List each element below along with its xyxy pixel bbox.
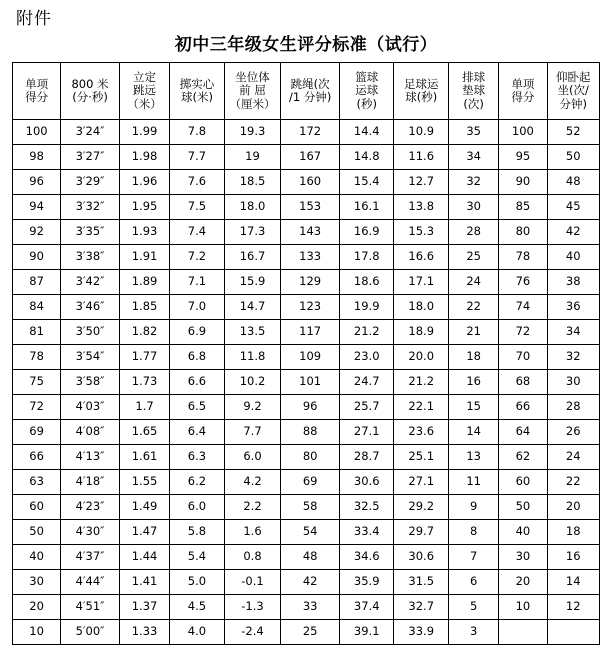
- table-cell: 22: [547, 470, 600, 495]
- table-body: [13, 120, 600, 645]
- table-cell: 167: [281, 145, 340, 170]
- table-cell: 34: [448, 145, 498, 170]
- table-cell: 172: [281, 120, 340, 145]
- table-cell: 14.8: [339, 145, 394, 170]
- table-cell: 48: [547, 170, 600, 195]
- table-cell: 69: [13, 420, 61, 445]
- table-cell: 14: [547, 570, 600, 595]
- table-cell: 7.8: [170, 120, 225, 145]
- table-cell: 0.8: [224, 545, 281, 570]
- table-cell: 1.65: [119, 420, 169, 445]
- table-cell: 3′46″: [61, 295, 120, 320]
- table-cell: 29.7: [394, 520, 449, 545]
- table-cell: 6: [448, 570, 498, 595]
- table-row: [13, 145, 600, 170]
- table-cell: 68: [499, 370, 547, 395]
- column-header-score: [13, 63, 61, 120]
- table-cell: 1.49: [119, 495, 169, 520]
- table-cell: 1.61: [119, 445, 169, 470]
- table-cell: 1.55: [119, 470, 169, 495]
- table-cell: 7.1: [170, 270, 225, 295]
- table-row: [13, 270, 600, 295]
- table-cell: 32.7: [394, 595, 449, 620]
- table-cell: 36: [547, 295, 600, 320]
- column-header-line2: 得分: [511, 90, 535, 104]
- table-cell: 10.9: [394, 120, 449, 145]
- column-header-line2: 跳远: [133, 83, 157, 98]
- column-header-standing-long-jump: [119, 63, 169, 120]
- table-cell: 76: [499, 270, 547, 295]
- table-cell: 54: [281, 520, 340, 545]
- table-cell: 4.5: [170, 595, 225, 620]
- table-cell: 133: [281, 245, 340, 270]
- table-cell: 45: [547, 195, 600, 220]
- table-cell: 23.6: [394, 420, 449, 445]
- table-cell: 87: [13, 270, 61, 295]
- table-cell: 1.96: [119, 170, 169, 195]
- table-cell: 16.9: [339, 220, 394, 245]
- table-cell: 6.0: [224, 445, 281, 470]
- table-cell: 13.8: [394, 195, 449, 220]
- table-cell: 20: [13, 595, 61, 620]
- column-header-line3: （厘米）: [229, 96, 276, 111]
- table-cell: 18.0: [224, 195, 281, 220]
- table-cell: 11.6: [394, 145, 449, 170]
- table-cell: 24.7: [339, 370, 394, 395]
- table-row: [13, 420, 600, 445]
- table-cell: 26: [547, 420, 600, 445]
- column-header-line1: 仰卧起: [556, 70, 591, 85]
- table-row: [13, 220, 600, 245]
- table-cell: 72: [13, 395, 61, 420]
- table-cell: 4′30″: [61, 520, 120, 545]
- table-cell: 19.3: [224, 120, 281, 145]
- table-cell: 4.0: [170, 620, 225, 645]
- table-cell: 16: [547, 545, 600, 570]
- table-cell: 13: [448, 445, 498, 470]
- table-cell: 3′35″: [61, 220, 120, 245]
- table-cell: 100: [13, 120, 61, 145]
- table-cell: 20.0: [394, 345, 449, 370]
- table-cell: 3′42″: [61, 270, 120, 295]
- table-cell: 60: [13, 495, 61, 520]
- table-cell: 160: [281, 170, 340, 195]
- table-cell: 66: [13, 445, 61, 470]
- table-cell: 7: [448, 545, 498, 570]
- table-cell: 40: [499, 520, 547, 545]
- table-cell: 4′44″: [61, 570, 120, 595]
- column-header-line2: /1 分钟): [288, 90, 332, 104]
- table-cell: 5.4: [170, 545, 225, 570]
- column-header-line1: 800 米: [71, 76, 109, 91]
- table-row: [13, 245, 600, 270]
- column-header-line1: 掷实心: [179, 76, 215, 91]
- table-cell: 6.4: [170, 420, 225, 445]
- column-header-line2: (分·秒): [72, 90, 108, 104]
- table-row: [13, 120, 600, 145]
- table-cell: 1.93: [119, 220, 169, 245]
- table-cell: 17.3: [224, 220, 281, 245]
- column-header-line3: 分钟): [559, 96, 587, 111]
- table-cell: 80: [281, 445, 340, 470]
- table-cell: 1.99: [119, 120, 169, 145]
- table-cell: 30.6: [394, 545, 449, 570]
- column-header-sit-and-reach: [224, 63, 281, 120]
- table-row: [13, 445, 600, 470]
- table-cell: 30: [13, 570, 61, 595]
- column-header-line1: 跳绳(次: [290, 76, 330, 91]
- table-cell: 50: [547, 145, 600, 170]
- table-cell: 4′18″: [61, 470, 120, 495]
- table-cell: 50: [13, 520, 61, 545]
- table-cell: 22.1: [394, 395, 449, 420]
- table-cell: 40: [547, 245, 600, 270]
- table-cell: 6.0: [170, 495, 225, 520]
- table-cell: 38: [547, 270, 600, 295]
- table-cell: 1.73: [119, 370, 169, 395]
- table-cell: 25: [448, 245, 498, 270]
- table-cell: 16.6: [394, 245, 449, 270]
- table-cell: 29.2: [394, 495, 449, 520]
- table-cell: 48: [281, 545, 340, 570]
- column-header-line1: 排球: [462, 70, 486, 85]
- table-cell: 60: [499, 470, 547, 495]
- table-cell: 18.0: [394, 295, 449, 320]
- column-header-line2: 球(米): [180, 90, 213, 104]
- column-header-rope-skipping: [281, 63, 340, 120]
- table-cell: 7.2: [170, 245, 225, 270]
- table-row: [13, 195, 600, 220]
- column-header-volleyball-pass: [448, 63, 498, 120]
- table-cell: 3′27″: [61, 145, 120, 170]
- column-header-line2: 前 屈: [239, 83, 266, 98]
- table-cell: 3′29″: [61, 170, 120, 195]
- table-cell: 18.6: [339, 270, 394, 295]
- table-cell: 81: [13, 320, 61, 345]
- column-header-line1: 篮球: [355, 70, 379, 85]
- table-cell: 52: [547, 120, 600, 145]
- table-cell: 1.33: [119, 620, 169, 645]
- table-cell: 30: [499, 545, 547, 570]
- table-cell: 95: [499, 145, 547, 170]
- table-cell: 1.98: [119, 145, 169, 170]
- table-cell: 27.1: [339, 420, 394, 445]
- table-cell: 3′24″: [61, 120, 120, 145]
- table-cell: 34: [547, 320, 600, 345]
- table-row: [13, 595, 600, 620]
- table-cell: 30: [547, 370, 600, 395]
- table-cell: 50: [499, 495, 547, 520]
- table-cell: 25.7: [339, 395, 394, 420]
- table-cell: 3: [448, 620, 498, 645]
- table-cell: 11: [448, 470, 498, 495]
- column-header-sit-ups: [547, 63, 600, 120]
- table-cell: 10: [499, 595, 547, 620]
- table-cell: 75: [13, 370, 61, 395]
- table-cell: 24: [448, 270, 498, 295]
- table-cell: 18: [448, 345, 498, 370]
- table-cell: 17.8: [339, 245, 394, 270]
- table-cell: 100: [499, 120, 547, 145]
- column-header-line1: 足球运: [403, 76, 439, 91]
- column-header-score-2: [499, 63, 547, 120]
- table-cell: 32.5: [339, 495, 394, 520]
- table-cell: 58: [281, 495, 340, 520]
- table-cell: 4′13″: [61, 445, 120, 470]
- table-cell: 78: [13, 345, 61, 370]
- table-cell: 5.0: [170, 570, 225, 595]
- table-cell: 7.7: [170, 145, 225, 170]
- column-header-medicine-ball-throw: [170, 63, 225, 120]
- table-cell: -0.1: [224, 570, 281, 595]
- table-cell: 17.1: [394, 270, 449, 295]
- table-cell: 80: [499, 220, 547, 245]
- table-cell: 90: [499, 170, 547, 195]
- table-cell: 25: [281, 620, 340, 645]
- table-cell: 4′08″: [61, 420, 120, 445]
- table-cell: 1.47: [119, 520, 169, 545]
- table-cell: 35.9: [339, 570, 394, 595]
- table-cell: 129: [281, 270, 340, 295]
- table-cell: 85: [499, 195, 547, 220]
- column-header-line3: (次): [463, 96, 484, 111]
- table-cell: 21: [448, 320, 498, 345]
- table-cell: 4′37″: [61, 545, 120, 570]
- table-cell: 6.3: [170, 445, 225, 470]
- table-row: [13, 170, 600, 195]
- table-cell: 10.2: [224, 370, 281, 395]
- column-header-800m: [61, 63, 120, 120]
- table-row: [13, 545, 600, 570]
- table-cell: 28: [448, 220, 498, 245]
- table-cell: 7.6: [170, 170, 225, 195]
- table-cell: 32: [547, 345, 600, 370]
- table-cell: 1.6: [224, 520, 281, 545]
- table-cell: 6.2: [170, 470, 225, 495]
- table-row: [13, 620, 600, 645]
- table-cell: 1.37: [119, 595, 169, 620]
- table-cell: 19.9: [339, 295, 394, 320]
- table-cell: 70: [499, 345, 547, 370]
- table-cell: 10: [13, 620, 61, 645]
- table-cell: 39.1: [339, 620, 394, 645]
- table-cell: 16.7: [224, 245, 281, 270]
- table-cell: 84: [13, 295, 61, 320]
- column-header-line2: 球(秒): [405, 90, 438, 104]
- table-cell: 66: [499, 395, 547, 420]
- table-cell: 33.4: [339, 520, 394, 545]
- table-cell: 31.5: [394, 570, 449, 595]
- table-cell: 6.5: [170, 395, 225, 420]
- table-cell: 11.8: [224, 345, 281, 370]
- table-cell: 4′03″: [61, 395, 120, 420]
- table-cell: 12.7: [394, 170, 449, 195]
- table-cell: 16.1: [339, 195, 394, 220]
- table-row: [13, 370, 600, 395]
- table-cell: 6.6: [170, 370, 225, 395]
- table-cell: 37.4: [339, 595, 394, 620]
- table-row: [13, 470, 600, 495]
- table-cell: 32: [448, 170, 498, 195]
- table-cell: 69: [281, 470, 340, 495]
- table-cell: 92: [13, 220, 61, 245]
- table-cell: 94: [13, 195, 61, 220]
- table-cell: 88: [281, 420, 340, 445]
- table-cell: -1.3: [224, 595, 281, 620]
- attachment-label: 附件: [16, 9, 52, 29]
- table-cell: 1.7: [119, 395, 169, 420]
- column-header-line1: 单项: [511, 76, 535, 91]
- table-cell: 20: [547, 495, 600, 520]
- table-cell: 1.82: [119, 320, 169, 345]
- table-cell: 78: [499, 245, 547, 270]
- table-cell: 18: [547, 520, 600, 545]
- column-header-line3: (秒): [356, 96, 377, 111]
- table-cell: 109: [281, 345, 340, 370]
- table-cell: 35: [448, 120, 498, 145]
- table-cell: 14.4: [339, 120, 394, 145]
- table-cell: 8: [448, 520, 498, 545]
- table-cell: 14: [448, 420, 498, 445]
- table-cell: 1.41: [119, 570, 169, 595]
- table-cell: 1.95: [119, 195, 169, 220]
- table-cell: 3′38″: [61, 245, 120, 270]
- table-cell: 6.9: [170, 320, 225, 345]
- table-row: [13, 320, 600, 345]
- table-cell: 98: [13, 145, 61, 170]
- column-header-line1: 单项: [25, 76, 49, 91]
- column-header-line2: 运球: [355, 83, 379, 98]
- table-cell: 21.2: [394, 370, 449, 395]
- table-row: [13, 570, 600, 595]
- table-cell: 3′50″: [61, 320, 120, 345]
- table-cell: 30: [448, 195, 498, 220]
- column-header-basketball-dribble: [339, 63, 394, 120]
- table-cell: 21.2: [339, 320, 394, 345]
- table-cell: 42: [547, 220, 600, 245]
- table-cell: 12: [547, 595, 600, 620]
- table-cell: 33: [281, 595, 340, 620]
- table-cell: 28: [547, 395, 600, 420]
- table-cell: 7.7: [224, 420, 281, 445]
- table-cell: 6.8: [170, 345, 225, 370]
- table-cell: 4′23″: [61, 495, 120, 520]
- table-cell: 15.4: [339, 170, 394, 195]
- table-cell: 7.5: [170, 195, 225, 220]
- column-header-line2: 坐(次/: [557, 83, 589, 98]
- column-header-line3: （米）: [127, 96, 162, 111]
- table-cell: 9: [448, 495, 498, 520]
- table-cell: 1.89: [119, 270, 169, 295]
- table-cell: 42: [281, 570, 340, 595]
- table-cell: 15.3: [394, 220, 449, 245]
- table-cell: 5.8: [170, 520, 225, 545]
- table-cell: 101: [281, 370, 340, 395]
- table-cell: 15.9: [224, 270, 281, 295]
- table-cell: [547, 620, 600, 645]
- table-cell: 117: [281, 320, 340, 345]
- table-cell: 74: [499, 295, 547, 320]
- column-header-line2: 垫球: [462, 83, 486, 98]
- table-cell: -2.4: [224, 620, 281, 645]
- table-cell: 2.2: [224, 495, 281, 520]
- table-cell: 33.9: [394, 620, 449, 645]
- page-title: 初中三年级女生评分标准（试行）: [174, 35, 438, 55]
- table-cell: 20: [499, 570, 547, 595]
- table-cell: 62: [499, 445, 547, 470]
- table-cell: 1.77: [119, 345, 169, 370]
- table-cell: 96: [13, 170, 61, 195]
- table-row: [13, 520, 600, 545]
- table-cell: 27.1: [394, 470, 449, 495]
- table-cell: [499, 620, 547, 645]
- table-cell: 5′00″: [61, 620, 120, 645]
- table-header: [13, 63, 600, 120]
- score-standard-table: [12, 62, 600, 645]
- column-header-football-dribble: [394, 63, 449, 120]
- column-header-line1: 坐位体: [235, 70, 270, 85]
- table-row: [13, 295, 600, 320]
- table-cell: 4′51″: [61, 595, 120, 620]
- table-cell: 7.4: [170, 220, 225, 245]
- table-cell: 19: [224, 145, 281, 170]
- table-cell: 15: [448, 395, 498, 420]
- table-cell: 16: [448, 370, 498, 395]
- table-cell: 7.0: [170, 295, 225, 320]
- table-cell: 1.91: [119, 245, 169, 270]
- table-cell: 72: [499, 320, 547, 345]
- table-cell: 13.5: [224, 320, 281, 345]
- table-cell: 90: [13, 245, 61, 270]
- table-cell: 18.9: [394, 320, 449, 345]
- table-cell: 34.6: [339, 545, 394, 570]
- table-cell: 143: [281, 220, 340, 245]
- table-cell: 96: [281, 395, 340, 420]
- table-cell: 25.1: [394, 445, 449, 470]
- column-header-line2: 得分: [25, 90, 49, 104]
- table-cell: 28.7: [339, 445, 394, 470]
- table-cell: 23.0: [339, 345, 394, 370]
- table-cell: 30.6: [339, 470, 394, 495]
- table-cell: 24: [547, 445, 600, 470]
- table-cell: 18.5: [224, 170, 281, 195]
- table-cell: 1.44: [119, 545, 169, 570]
- table-cell: 63: [13, 470, 61, 495]
- table-cell: 3′32″: [61, 195, 120, 220]
- table-cell: 14.7: [224, 295, 281, 320]
- table-cell: 153: [281, 195, 340, 220]
- table-header-row: [13, 63, 600, 120]
- table-cell: 64: [499, 420, 547, 445]
- table-row: [13, 345, 600, 370]
- table-cell: 22: [448, 295, 498, 320]
- table-row: [13, 395, 600, 420]
- table-cell: 3′58″: [61, 370, 120, 395]
- table-cell: 5: [448, 595, 498, 620]
- column-header-line1: 立定: [133, 70, 157, 85]
- table-row: [13, 495, 600, 520]
- table-cell: 3′54″: [61, 345, 120, 370]
- table-cell: 9.2: [224, 395, 281, 420]
- table-cell: 123: [281, 295, 340, 320]
- table-cell: 40: [13, 545, 61, 570]
- table-cell: 1.85: [119, 295, 169, 320]
- table-cell: 4.2: [224, 470, 281, 495]
